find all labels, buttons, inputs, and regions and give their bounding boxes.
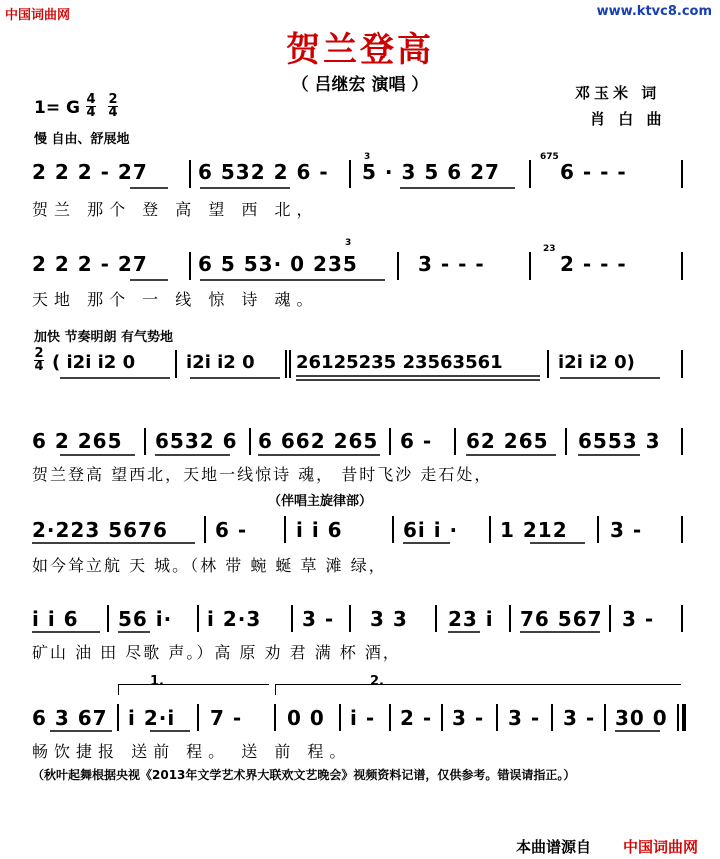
row7-measure10: 30 0	[615, 706, 668, 730]
row3-measure4: i2i i2 0)	[558, 352, 635, 373]
row2-measure2: 6 5 53· 0 235	[198, 252, 358, 276]
tempo-marking-2: 加快 节奏明朗 有气势地	[34, 330, 174, 345]
volta-1-label: 1.	[150, 674, 164, 689]
time-sig-b-top: 2	[108, 92, 118, 107]
row6-measure3: i 2·3	[207, 607, 262, 631]
grace-note-b: 675	[540, 152, 559, 162]
row1-measure3: 5 · 3 5 6 27	[362, 160, 500, 184]
footnote: （秋叶起舞根据央视《2013年文学艺术界大联欢文艺晚会》视频资料记谱，仅供参考。错误请指正。）	[32, 768, 576, 782]
time-sig-c-bottom: 4	[34, 359, 44, 374]
row7-measure6: 2 -	[400, 706, 433, 730]
time-signature-c	[34, 348, 44, 373]
row5-measure2: 6 -	[215, 518, 248, 542]
time-sig-b-bottom: 4	[108, 105, 118, 120]
time-signature-b	[108, 94, 118, 119]
grace-note-a: 3	[364, 152, 371, 162]
volta-2-bracket	[275, 684, 681, 695]
row5-measure5: 1 212	[500, 518, 568, 542]
row6-measure6: 23 i	[448, 607, 494, 631]
row1-measure4: 6 - - -	[560, 160, 627, 184]
row3-measure3: 26125235 23563561	[296, 352, 503, 373]
row2-measure3: 3 - - -	[418, 252, 485, 276]
volta-1-bracket	[118, 684, 269, 695]
tempo-marking-1: 慢 自由、舒展地	[34, 132, 130, 147]
row6-measure8: 3 -	[622, 607, 655, 631]
row4-measure5: 62 265	[466, 429, 549, 453]
time-signature-a	[86, 94, 96, 119]
row7-measure5: i -	[350, 706, 376, 730]
row3-measure2: i2i i2 0	[186, 352, 255, 373]
song-title: 贺兰登高	[286, 30, 434, 70]
row6-measure2: 56 i·	[118, 607, 173, 631]
key-signature: 1= G	[34, 98, 80, 118]
volta-2-label: 2.	[370, 674, 384, 689]
row1-lyrics: 贺兰 那个 登 高 望 西 北，	[32, 200, 319, 219]
composer-credit: 肖 白 曲	[590, 110, 666, 128]
row5-measure6: 3 -	[610, 518, 643, 542]
row5-measure3: i i 6	[296, 518, 343, 542]
row4-measure4: 6 -	[400, 429, 433, 453]
lyricist-credit: 邓玉米 词	[575, 84, 661, 102]
watermark-top-left: 中国词曲网	[5, 8, 71, 23]
row7-measure4: 0 0	[287, 706, 325, 730]
time-sig-c-top: 2	[34, 346, 44, 361]
row6-measure4: 3 -	[302, 607, 335, 631]
row7-measure7: 3 -	[452, 706, 485, 730]
row4-measure2: 6532 6	[155, 429, 238, 453]
time-sig-a-bottom: 4	[86, 105, 96, 120]
accompaniment-label: （伴唱主旋律部）	[268, 494, 373, 509]
row6-measure7: 76 567	[520, 607, 603, 631]
row7-measure9: 3 -	[563, 706, 596, 730]
row5-measure4: 6i i ·	[403, 518, 459, 542]
row2-measure4: 2 - - -	[560, 252, 627, 276]
row3-measure1: ( i2i i2 0	[52, 352, 136, 373]
row7-measure1: 6 3 67	[32, 706, 108, 730]
row1-measure2: 6 532 2 6 -	[198, 160, 329, 184]
time-sig-a-top: 4	[86, 92, 96, 107]
watermark-top-right: www.ktvc8.com	[596, 4, 712, 19]
row2-measure1: 2 2 2 - 27	[32, 252, 148, 276]
row5-lyrics: 如今耸立航 天 城。（林 带 蜿 蜒 草 滩 绿，	[32, 556, 387, 575]
row6-measure1: i i 6	[32, 607, 79, 631]
row7-measure2: i 2·i	[128, 706, 176, 730]
source-site: 中国词曲网	[623, 838, 699, 856]
row4-measure6: 6553 3	[578, 429, 661, 453]
row5-measure1: 2·223 5676	[32, 518, 168, 542]
row7-lyrics: 畅饮捷报 送前 程。 送 前 程。	[32, 742, 352, 761]
row6-measure5: 3 3	[370, 607, 408, 631]
source-label: 本曲谱源自	[516, 838, 592, 856]
row6-lyrics: 矿山 油 田 尽歌 声。）高 原 劝 君 满 杯 酒，	[32, 643, 401, 662]
triplet-mark: 3	[345, 238, 352, 248]
grace-note-d: 23	[543, 244, 556, 254]
row7-measure3: 7 -	[210, 706, 243, 730]
row4-measure3: 6 662 265	[258, 429, 379, 453]
row4-measure1: 6 2 265	[32, 429, 123, 453]
row4-lyrics: 贺兰登高 望西北，天地一线惊诗 魂， 昔时飞沙 走石处，	[32, 465, 493, 484]
row1-measure1: 2 2 2 - 27	[32, 160, 148, 184]
row7-measure8: 3 -	[508, 706, 541, 730]
singer-line: （ 吕继宏 演唱 ）	[291, 75, 429, 95]
row2-lyrics: 天地 那个 一 线 惊 诗 魂。	[32, 290, 319, 309]
